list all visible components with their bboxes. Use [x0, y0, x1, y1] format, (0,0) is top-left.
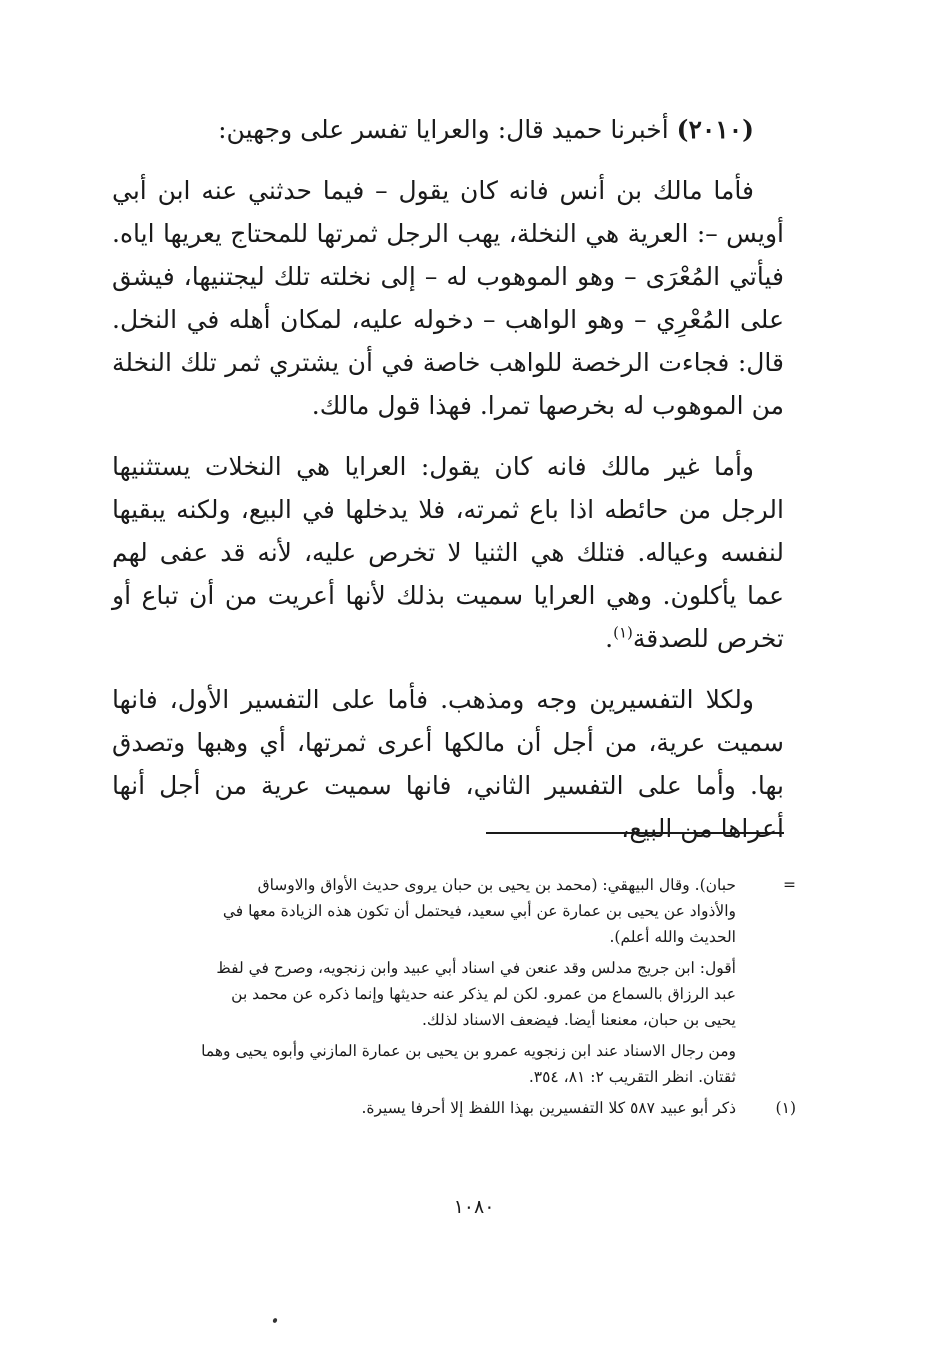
footnote-separator [486, 832, 784, 834]
paragraph-4 [112, 678, 784, 850]
paragraph-2 [112, 169, 784, 427]
footnote-line: الحديث والله أعلم). [609, 928, 736, 946]
footnote-reference[interactable]: (١) [613, 623, 633, 642]
footnote-line: ومن رجال الاسناد عند ابن زنجويه عمرو بن يحيى بن عمارة المازني وأبوه يحيى وهما [201, 1042, 736, 1060]
footnotes [118, 872, 796, 1126]
footnote-mark: (١) [775, 1099, 796, 1117]
footnote-line: يحيى بن حبان، معنعنا أيضا. فيضعف الاسناد لذلك. [422, 1011, 736, 1029]
footnote-line: حبان). وقال البيهقي: (محمد بن يحيى بن حبان يروى حديث الأواق والاوساق [257, 876, 736, 894]
paragraph-text: وأما غير مالك فانه كان يقول: العرايا هي النخلات يستثنيها الرجل من حائطه اذا باع ثمرته، فلا يدخلها في البيع، ولكنه يبقيها لنفسه وعياله. فتلك هي الثنيا لا تخرص عليه، لأنه قد عفى لهم عما يأكلون. وهي العرايا سميت بذلك لأنها أعريت من أن تباع أو تخرص للصدقة [112, 452, 784, 653]
paragraph-1 [112, 108, 784, 151]
footnote-line: ثقتان. انظر التقريب ٢: ٨١، ٣٥٤. [528, 1068, 736, 1086]
footnote-comment [118, 955, 796, 1033]
ink-speck [272, 1317, 278, 1323]
main-text [112, 108, 784, 850]
footnote-line: ذكر أبو عبيد ٥٨٧ كلا التفسيرين بهذا اللفظ إلا أحرفا يسيرة. [361, 1099, 736, 1117]
footnote-line: أقول: ابن جريج مدلس وقد عنعن في اسناد أبي عبيد وابن زنجويه، وصرح في لفظ [216, 959, 736, 977]
paragraph-text: فأما مالك بن أنس فانه كان يقول – فيما حدثني عنه ابن أبي أويس –: العرية هي النخلة، يهب الرجل ثمرتها للمحتاج يعريها اياه. فيأتي المُعْرَى – وهو الموهوب له – إلى نخلته تلك ليجتنيها، فيشق على المُعْرِي – وهو الواهب – دخوله عليه، لمكان أهله في النخل. قال: فجاءت الرخصة للواهب خاصة في أن يشتري ثمر تلك النخلة من الموهوب له بخرصها تمرا. فهذا قول مالك. [112, 176, 784, 420]
footnote-narrators [118, 1038, 796, 1090]
paragraph-3 [112, 445, 784, 660]
paragraph-text: أخبرنا حميد قال: والعرايا تفسر على وجهين: [218, 115, 677, 144]
footnote-line: عبد الرزاق بالسماع من عمرو. لكن لم يذكر عنه حديثها وإنما ذكره عن محمد بن [231, 985, 736, 1003]
footnote-1 [118, 1095, 796, 1121]
paragraph-tail: . [605, 624, 614, 653]
hadith-number: (٢٠١٠) [676, 115, 754, 144]
page-number: ١٠٨٠ [453, 1196, 495, 1218]
paragraph-text: ولكلا التفسيرين وجه ومذهب. فأما على التفسير الأول، فانها سميت عرية، من أجل أن مالكها أعرى ثمرتها، أي وهبها وتصدق بها. وأما على التفسير الثاني، فانها سميت عرية من أجل أنها أعراها من البيع، [112, 685, 785, 843]
footnote-continued [118, 872, 796, 950]
footnote-line: والأذواد عن يحيى بن عمارة عن أبي سعيد، فيحتمل أن تكون هذه الزيادة معها في [222, 902, 736, 920]
footnote-mark: = [783, 876, 796, 894]
